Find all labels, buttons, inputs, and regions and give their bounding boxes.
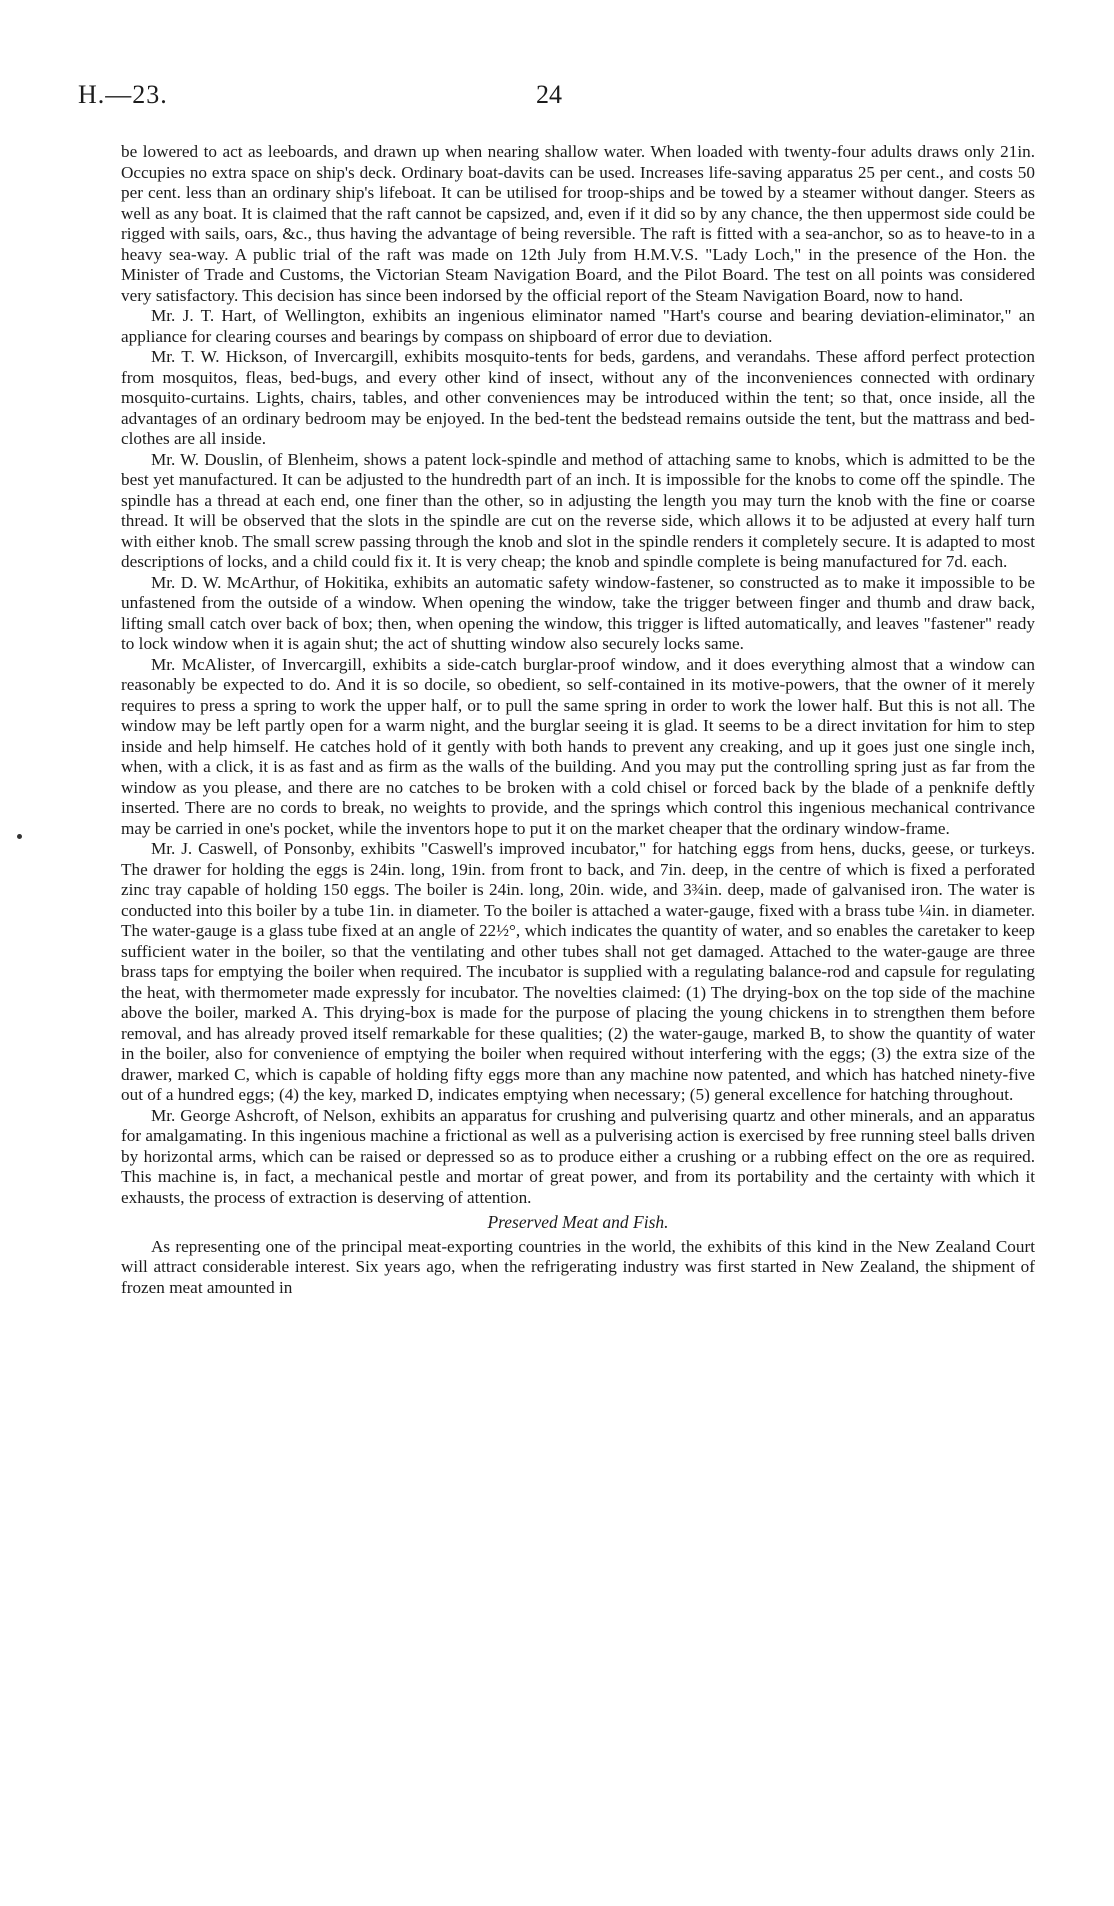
paragraph-mcarthur-window-fastener: Mr. D. W. McArthur, of Hokitika, exhibits an automatic safety window-fastener, so constructed as to make it impossible to be unfastened from the outside of a window. When opening the window, take the trigger between finger and thumb and draw back, lifting small catch over back of box; then, when opening the window, this trigger is lifted automatically, and leaves "fastener" ready to lock window when it is again shut; the act of shutting window also securely locks same. [121,572,1035,653]
paragraph-ashcroft-crusher: Mr. George Ashcroft, of Nelson, exhibits an apparatus for crushing and pulverising quartz and other minerals, and an apparatus for amalgamating. In this ingenious machine a frictional as well as a pulverising action is exercised by free running steel balls driven by horizontal arms, which can be raised or depressed so as to produce either a crushing or a rubbing effect on the ore as required. This machine is, in fact, a mechanical pestle and mortar of great power, and from its portability and the certainty with which it exhausts, the process of extraction is deserving of attention. [121,1105,1035,1207]
section-heading: Preserved Meat and Fish. [487,1212,669,1232]
paragraph-preserved-meat: As representing one of the principal meat-exporting countries in the world, the exhibits of this kind in the New Zealand Court will attract considerable interest. Six years ago, when the refrigerating industry was first started in New Zealand, the shipment of frozen meat amounted in [121,1236,1035,1297]
paragraph-hart-eliminator: Mr. J. T. Hart, of Wellington, exhibits an ingenious eliminator named "Hart's course and bearing deviation-eliminator," an appliance for clearing courses and bearings by compass on shipboard of error due to deviation. [121,306,1035,346]
margin-mark [17,834,22,839]
paragraph-douslin-lock-spindle: Mr. W. Douslin, of Blenheim, shows a patent lock-spindle and method of attaching same to knobs, which is admitted to be the best yet manufactured. It can be adjusted to the hundredth part of an inch. It is impossible for the knobs to come off the spindle. The spindle has a thread at each end, one finer than the other, so in adjusting the length you may turn the knob with the fine or coarse thread. It will be observed that the slots in the spindle are cut on the reverse side, which allows it to be adjusted at every half turn with either knob. The small screw passing through the knob and slot in the spindle renders it completely secure. It is adapted to most descriptions of locks, and a child could fix it. It is very cheap; the knob and spindle complete is being manufactured for 7d. each. [121,449,1035,571]
paragraph-caswell-incubator: Mr. J. Caswell, of Ponsonby, exhibits "Caswell's improved incubator," for hatching eggs from hens, ducks, geese, or turkeys. The drawer for holding the eggs is 24in. long, 19in. from front to back, and 7in. deep, in the centre of which is fixed a perforated zinc tray capable of holding 150 eggs. The boiler is 24in. long, 20in. wide, and 3¾in. deep, made of galvanised iron. The water is conducted into this boiler by a tube 1in. in diameter. To the boiler is attached a water-gauge, fixed with a brass tube ¼in. in diameter. The water-gauge is a glass tube fixed at an angle of 22½°, which indicates the quantity of water, and so enables the caretaker to keep sufficient water in the boiler, so that the ventilating and other tubes shall not get damaged. Attached to the water-gauge are three brass taps for emptying the boiler when required. The incubator is supplied with a regulating balance-rod and capsule for regulating the heat, with thermometer made expressly for incubator. The novelties claimed: (1) The drying-box on the top side of the machine above the boiler, marked A. This drying-box is made for the purpose of placing the young chickens in to strengthen them before removal, and has already proved itself remarkable for these qualities; (2) the water-gauge, marked B, to show the quantity of water in the boiler, also for convenience of emptying the boiler when required without interfering with the eggs; (3) the extra size of the drawer, marked C, which is capable of holding fifty eggs more than any machine now patented, and which has hatched ninety-five out of a hundred eggs; (4) the key, marked D, indicates emptying when necessary; (5) general excellence for hatching throughout. [121,839,1035,1104]
paragraph-raft-continued: be lowered to act as leeboards, and drawn up when nearing shallow water. When loaded with twenty-four adults draws only 21in. Occupies no extra space on ship's deck. Ordinary boat-davits can be used. Increases life-saving apparatus 25 per cent., and costs 50 per cent. less than an ordinary ship's lifeboat. It can be utilised for troop-ships and be towed by a steamer without danger. Steers as well as any boat. It is claimed that the raft cannot be capsized, and, even if it did so by any chance, the then uppermost side could be rigged with sails, oars, &c., thus having the advantage of being reversible. The raft is fitted with a sea-anchor, so as to heave-to in a heavy sea-way. A public trial of the raft was made on 12th July from H.M.V.S. "Lady Loch," in the presence of the Hon. the Minister of Trade and Customs, the Victorian Steam Navigation Board, and the Pilot Board. The test on all points was considered very satisfactory. This decision has since been indorsed by the official report of the Steam Navigation Board, now to hand. [121,142,1035,305]
body-text [121,142,1035,1298]
page-number: 24 [536,80,562,109]
page-header [78,80,1036,120]
paragraph-mcalister-burglar-proof-window: Mr. McAlister, of Invercargill, exhibits a side-catch burglar-proof window, and it does everything almost that a window can reasonably be expected to do. And it is so docile, so obedient, so self-contained in its motive-powers, that the owner of it merely requires to press a spring to work the upper half, or to pull the same spring in order to work the lower half. But this is not all. The window may be left partly open for a warm night, and the burglar seeing it is glad. It seems to be a direct invitation for him to step inside and help himself. He catches hold of it gently with both hands to prevent any creaking, and up it goes just one single inch, when, with a click, it is as fast and as firm as the walls of the building. And you may put the controlling spring just as far from the window as you please, and there are no catches to be broken with a cold chisel or forced back by the blade of a penknife deftly inserted. There are no cords to break, no weights to provide, and the springs which control this ingenious mechanical contrivance may be carried in one's pocket, while the inventors hope to put it on the market cheaper that the ordinary window-frame. [121,654,1035,838]
paragraph-hickson-mosquito-tents: Mr. T. W. Hickson, of Invercargill, exhibits mosquito-tents for beds, gardens, and verandahs. These afford perfect protection from mosquitos, fleas, bed-bugs, and every other kind of insect, without any of the inconveniences connected with ordinary mosquito-curtains. Lights, chairs, tables, and other conveniences may be introduced within the tent; so that, once inside, all the advantages of an ordinary bedroom may be enjoyed. In the bed-tent the bedstead remains outside the tent, but the mattrass and bed-clothes are all inside. [121,347,1035,448]
document-reference: H.—23. [78,80,168,109]
